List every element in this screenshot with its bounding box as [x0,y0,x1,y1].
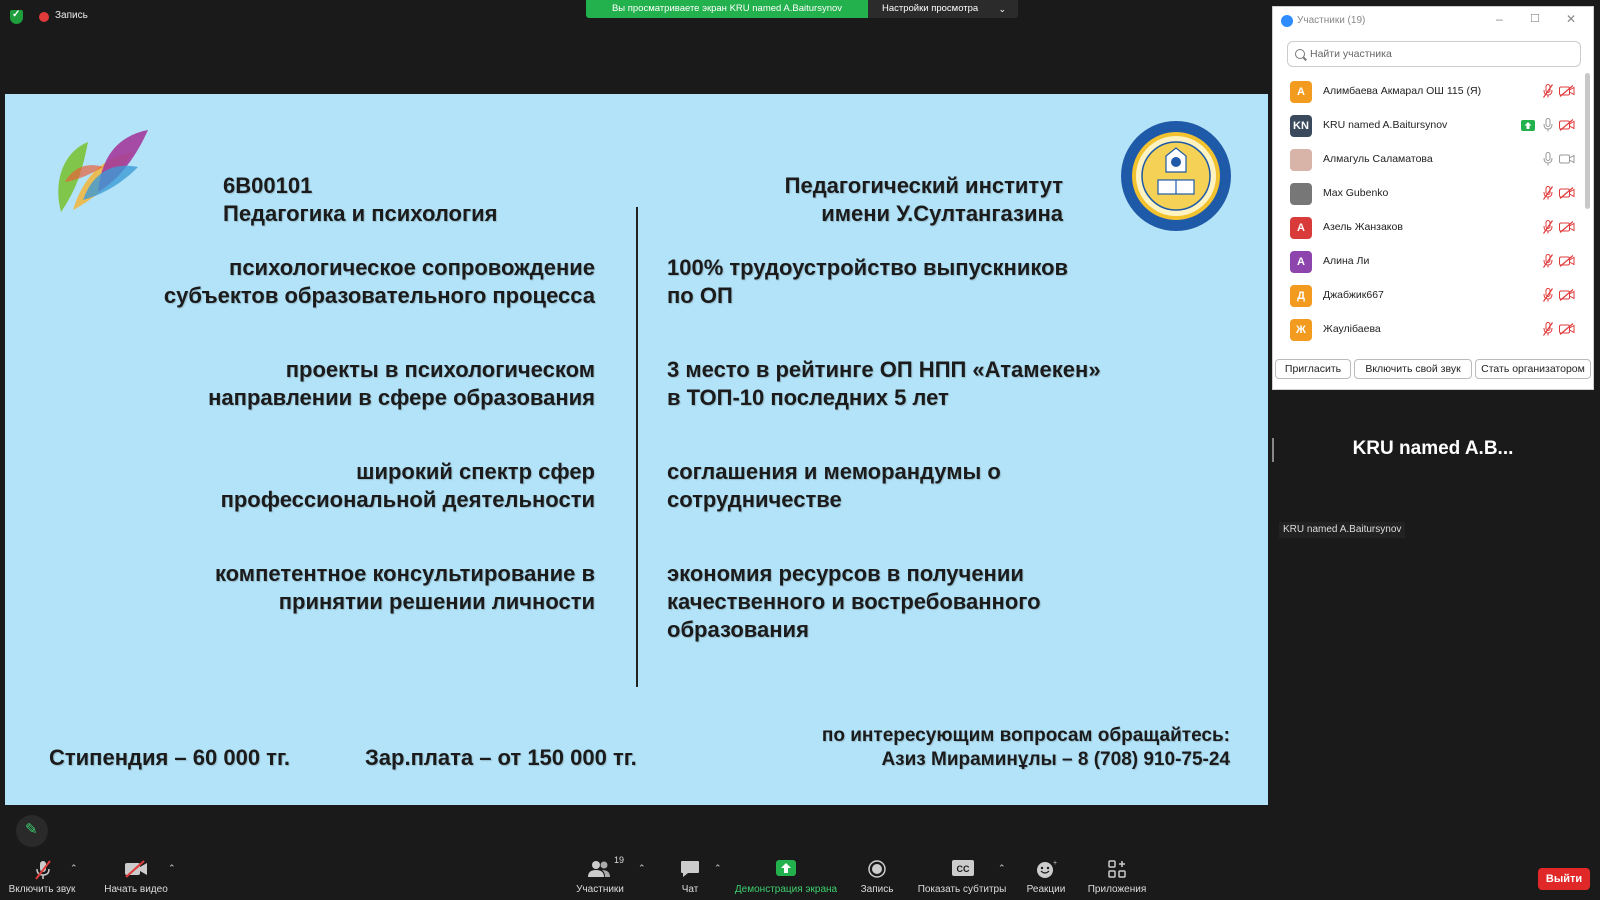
share-screen-icon [776,860,796,876]
muted-mic-icon [1543,322,1553,336]
participants-panel [1272,6,1594,390]
participant-row[interactable] [1273,75,1583,109]
participant-name: Алина Ли [1323,255,1370,267]
start-video-button[interactable] [96,850,176,898]
mic-icon [1543,118,1553,132]
become-host-button[interactable]: Стать организатором [1475,359,1591,379]
participant-name: Алимбаева Акмарал ОШ 115 (Я) [1323,85,1482,97]
participant-search-input[interactable]: Найти участника [1287,41,1581,67]
left-item-1-line-2: субъектов образовательного процесса [163,283,595,308]
participant-row[interactable] [1273,211,1583,245]
video-tile-name: KRU named A.B... [1352,438,1514,459]
video-off-icon [1559,323,1575,335]
meeting-toolbar [0,850,1600,900]
avatar: Д [1290,285,1312,307]
muted-mic-icon [1543,220,1553,234]
muted-mic-icon [1543,254,1553,268]
right-item-4-line-3: образования [667,617,809,642]
participants-panel-title: Участники (19) [1297,15,1366,26]
contact-line-1: по интересующим вопросам обращайтесь: [821,725,1230,746]
participant-row[interactable] [1273,177,1583,211]
left-item-3-line-1: широкий спектр сфер [356,459,595,484]
avatar: А [1290,217,1312,239]
video-off-icon [1559,119,1575,131]
view-settings-label: Настройки просмотра [882,3,979,14]
participant-row[interactable] [1273,245,1583,279]
right-item-2-line-2: в ТОП-10 последних 5 лет [667,385,949,410]
participant-name: Азель Жанзаков [1323,221,1403,233]
right-item-4-line-1: экономия ресурсов в получении [667,561,1024,586]
institute-line-2: имени У.Султангазина [821,201,1063,226]
participant-name: Алмагуль Саламатова [1323,153,1433,165]
apps-button[interactable] [1082,850,1152,898]
muted-mic-icon [34,860,52,880]
participants-label: Участники [576,884,624,895]
zoom-app-icon [1281,15,1293,27]
participants-scrollbar[interactable] [1585,73,1590,209]
shared-screen-slide [5,94,1268,805]
reactions-button[interactable] [1018,850,1074,898]
video-off-icon [1559,289,1575,301]
share-screen-button[interactable] [730,850,842,898]
salary-text: Зар.плата – от 150 000 тг. [365,745,637,770]
chat-label: Чат [681,884,699,895]
slide-divider [636,207,638,687]
unmute-me-button[interactable]: Включить свой звук [1354,359,1472,379]
svg-text:CC: CC [956,864,970,874]
left-item-1-line-1: психологическое сопровождение [229,255,595,280]
muted-mic-icon [1543,288,1553,302]
reactions-label: Реакции [1026,884,1066,895]
maximize-icon[interactable]: ☐ [1530,13,1540,25]
participants-button[interactable] [558,850,642,898]
chat-icon [680,860,700,878]
program-name: Педагогика и психология [223,201,498,226]
screen-share-banner: Вы просматриваете экран KRU named A.Baitursynov [586,0,868,18]
mic-icon [1543,152,1553,166]
avatar: Ж [1290,319,1312,341]
video-off-icon [124,860,148,878]
record-icon [868,860,886,878]
right-item-3-line-2: сотрудничестве [667,487,842,512]
participant-name: Джабжик667 [1323,289,1384,301]
participants-icon [588,860,612,878]
invite-button[interactable]: Пригласить [1275,359,1351,379]
right-item-1-line-1: 100% трудоустройство выпускников [667,255,1069,280]
institute-line-1: Педагогический институт [784,173,1063,198]
captions-button[interactable] [912,850,1012,898]
sharing-screen-icon [1521,120,1535,131]
right-item-2-line-1: 3 место в рейтинге ОП НПП «Атамекен» [667,357,1101,382]
leave-meeting-button[interactable]: Выйти [1538,868,1590,890]
recording-label: Запись [55,10,88,21]
video-icon [1559,153,1575,165]
participant-name: Жаулібаева [1323,323,1381,335]
participant-name: Max Gubenko [1323,187,1389,199]
right-item-3-line-1: соглашения и меморандумы о [667,459,1001,484]
record-label: Запись [860,884,894,895]
start-video-label: Начать видео [104,884,168,895]
captions-cc-icon [952,860,974,876]
participant-row[interactable] [1273,313,1583,347]
captions-label: Показать субтитры [917,884,1007,895]
participants-count: 19 [614,855,625,865]
recording-icon [39,12,49,22]
unmute-label: Включить звук [8,884,76,895]
participant-row[interactable] [1273,279,1583,313]
program-code: 6В00101 [223,173,313,198]
video-off-icon [1559,221,1575,233]
participant-row[interactable] [1273,109,1583,143]
left-item-2-line-2: направлении в сфере образования [208,385,595,410]
institute-seal-logo [1120,120,1232,232]
participant-row[interactable] [1273,143,1583,177]
stipend-text: Стипендия – 60 000 тг. [49,745,291,770]
svg-text:+: + [1053,860,1058,867]
left-item-4-line-1: компетентное консультирование в [214,561,595,586]
video-off-icon [1559,85,1575,97]
right-item-1-line-2: по ОП [667,283,733,308]
avatar: А [1290,251,1312,273]
left-item-3-line-2: профессиональной деятельности [220,487,595,512]
university-logo-left [43,122,155,224]
audio-options-caret-icon[interactable]: ⌃ [70,863,78,873]
record-button[interactable] [852,850,902,898]
contact-line-2: Азиз Мираминұлы – 8 (708) 910-75-24 [881,749,1230,770]
minimize-icon[interactable]: – [1496,12,1503,26]
right-item-4-line-2: качественного и востребованного [667,589,1041,614]
muted-mic-icon [1543,84,1553,98]
unmute-button[interactable] [2,850,82,898]
reactions-smiley-icon [1036,860,1056,878]
avatar: KN [1290,115,1312,137]
avatar [1290,183,1312,205]
video-options-caret-icon[interactable]: ⌃ [168,863,176,873]
video-off-icon [1559,255,1575,267]
security-shield-icon[interactable] [10,10,23,24]
chat-options-caret-icon[interactable]: ⌃ [714,863,722,873]
left-item-2-line-1: проекты в психологическом [285,357,595,382]
participant-name: KRU named A.Baitursynov [1323,119,1448,131]
annotate-pen-button[interactable] [16,815,48,847]
left-item-4-line-2: принятии решении личности [278,589,595,614]
avatar: А [1290,81,1312,103]
chevron-down-icon: ⌄ [998,4,1006,14]
participants-options-caret-icon[interactable]: ⌃ [638,863,646,873]
apps-icon [1108,860,1126,878]
share-screen-label: Демонстрация экрана [734,884,838,895]
video-tile-label: KRU named A.Baitursynov [1279,522,1405,538]
apps-label: Приложения [1087,884,1147,895]
close-icon[interactable]: ✕ [1566,12,1577,26]
captions-options-caret-icon[interactable]: ⌃ [998,863,1006,873]
search-icon [1295,49,1305,59]
view-settings-button[interactable] [868,0,1018,18]
muted-mic-icon [1543,186,1553,200]
video-off-icon [1559,187,1575,199]
chat-button[interactable] [664,850,716,898]
avatar [1290,149,1312,171]
